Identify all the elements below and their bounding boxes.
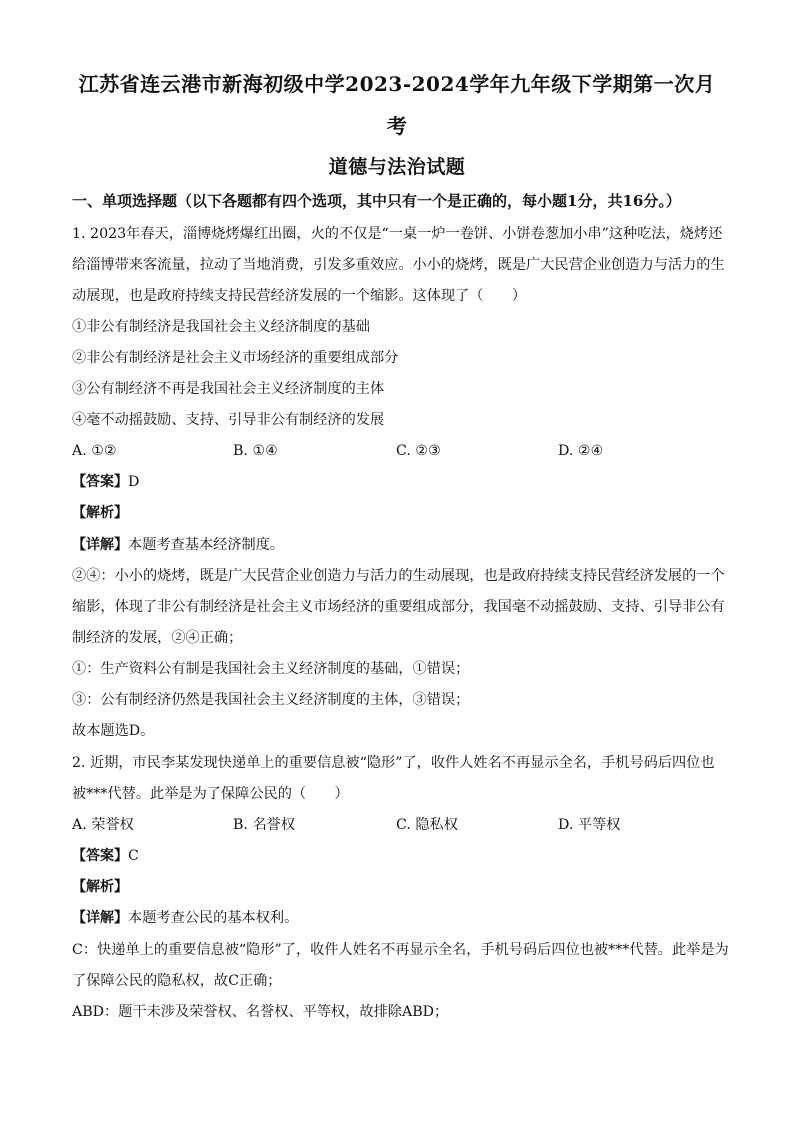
q1-stem-line: 动展现，也是政府持续支持民营经济发展的一个缩影。这体现了（ ）: [72, 288, 527, 304]
q1-statement: ④毫不动摇鼓励、支持、引导非公有制经济的发展: [72, 412, 385, 428]
q1-explain-line: ①：生产资料公有制是我国社会主义经济制度的基础，①错误；: [72, 661, 470, 677]
q1-analysis-tag: [72, 503, 732, 523]
detail-text: 本题考查基本经济制度。: [128, 537, 285, 553]
document-title-line1: 江苏省连云港市新海初级中学2023-2024学年九年级下学期第一次月: [78, 72, 716, 96]
q1-explain-line: ②④：小小的烧烤，既是广大民营企业创造力与活力的生动展现，也是政府持续支持民营经济发展的一个: [72, 568, 725, 584]
q1-statement: ①非公有制经济是我国社会主义经济制度的基础: [72, 319, 370, 335]
q1-explain-line: 故本题选D。: [72, 723, 155, 739]
q2-explain-line: 了保障公民的隐私权，故C正确；: [72, 973, 282, 989]
document-subtitle: 道德与法治试题: [328, 156, 466, 178]
answer-tag: 【答案】: [72, 848, 128, 864]
q1-detail: [72, 535, 732, 555]
q2-stem-line: 被***代替。此举是为了保障公民的（ ）: [72, 786, 349, 802]
q2-option-c: C. 隐私权: [396, 817, 458, 833]
q1-option-b: B. ①④: [233, 443, 278, 459]
q1-explain-line: ③：公有制经济仍然是我国社会主义经济制度的主体，③错误；: [72, 692, 470, 708]
document-title-line2: 考: [386, 114, 408, 138]
q2-explain-line: ABD：题干未涉及荣誉权、名誉权、平等权，故排除ABD；: [72, 1004, 449, 1020]
q2-option-d: D. 平等权: [558, 817, 621, 833]
q1-explain-line: 缩影，体现了非公有制经济是社会主义市场经济的重要组成部分，我国毫不动摇鼓励、支持、引导非公有: [72, 599, 725, 615]
q1-explain-line: 制经济的发展，②④正确；: [72, 630, 243, 646]
q2-analysis-tag: [72, 877, 732, 897]
q1-statement: ②非公有制经济是社会主义市场经济的重要组成部分: [72, 350, 399, 366]
q1-option-d: D. ②④: [558, 443, 604, 459]
q1-stem-line: 给淄博带来客流量，拉动了当地消费，引发多重效应。小小的烧烤，既是广大民营企业创造力与活力的生: [72, 257, 725, 273]
section-heading: 一、单项选择题（以下各题都有四个选项，其中只有一个是正确的，每小题1分，共16分。）: [72, 192, 681, 210]
q1-stem-line: 1. 2023年春天，淄博烧烤爆红出圈，火的不仅是“一桌一炉一卷饼、小饼卷葱加小串”这种吃法，烧烤还: [72, 226, 723, 242]
q2-answer: [72, 846, 732, 866]
q1-option-a: A. ①②: [72, 443, 117, 459]
q1-option-c: C. ②③: [396, 443, 441, 459]
detail-tag: 【详解】: [72, 910, 128, 926]
analysis-tag: 【解析】: [72, 879, 128, 895]
q2-stem-line: 2. 近期，市民李某发现快递单上的重要信息被“隐形”了，收件人姓名不再显示全名，手机号码后四位也: [72, 755, 715, 771]
detail-text: 本题考查公民的基本权利。: [128, 910, 299, 926]
q1-answer: [72, 472, 732, 492]
analysis-tag: 【解析】: [72, 505, 128, 521]
detail-tag: 【详解】: [72, 537, 128, 553]
answer-value: C: [128, 848, 139, 864]
q2-explain-line: C：快递单上的重要信息被“隐形”了，收件人姓名不再显示全名，手机号码后四位也被***代替。此举是为: [72, 942, 729, 958]
q2-option-a: A. 荣誉权: [72, 817, 134, 833]
answer-tag: 【答案】: [72, 474, 128, 490]
q1-statement: ③公有制经济不再是我国社会主义经济制度的主体: [72, 381, 385, 397]
answer-value: D: [128, 474, 140, 490]
q2-detail: [72, 908, 732, 928]
q2-option-b: B. 名誉权: [233, 817, 296, 833]
